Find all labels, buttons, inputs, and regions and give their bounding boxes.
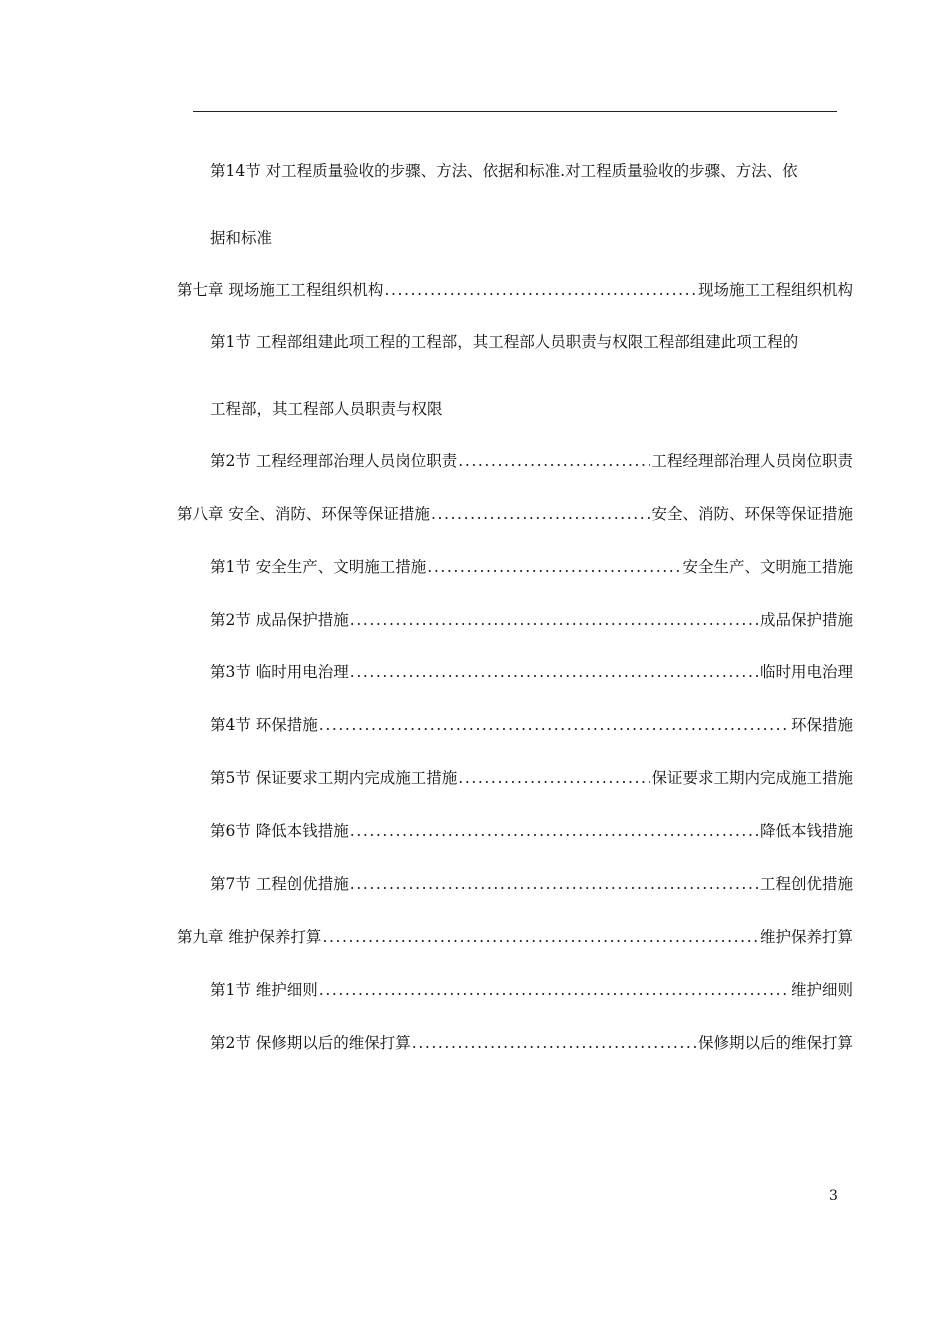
toc-chapter-8-section-6[interactable] bbox=[210, 821, 853, 841]
toc-entry-label: 第2节 工程经理部治理人员岗位职责 bbox=[210, 452, 458, 470]
toc-entry-page: 现场施工工程组织机构 bbox=[697, 281, 853, 299]
toc-entry-page: 维护保养打算 bbox=[759, 928, 853, 946]
toc-entry-label: 第5节 保证要求工期内完成施工措施 bbox=[210, 769, 458, 787]
toc-entry-page: 安全生产、文明施工措施 bbox=[682, 558, 853, 576]
toc-leader bbox=[384, 280, 697, 300]
toc-leader bbox=[431, 504, 651, 524]
toc-entry-page: 成品保护措施 bbox=[759, 611, 853, 629]
toc-entry-label: 第2节 成品保护措施 bbox=[210, 611, 349, 629]
toc-leader bbox=[319, 980, 790, 1000]
toc-entry-page: 保证要求工期内完成施工措施 bbox=[651, 769, 853, 787]
toc-chapter-8-section-4[interactable] bbox=[210, 715, 853, 735]
toc-chapter-8-section-2[interactable] bbox=[210, 610, 853, 630]
toc-entry-label: 第1节 维护细则 bbox=[210, 981, 318, 999]
toc-leader bbox=[350, 610, 759, 630]
toc-leader bbox=[350, 662, 759, 682]
toc-entry-page: 临时用电治理 bbox=[759, 663, 853, 681]
toc-chapter-8-section-7[interactable] bbox=[210, 874, 853, 894]
toc-chapter-9-section-2[interactable] bbox=[210, 1033, 853, 1053]
header-rule bbox=[193, 111, 837, 112]
toc-entry-page: 工程经理部治理人员岗位职责 bbox=[651, 452, 853, 470]
toc-entry-label: 第4节 环保措施 bbox=[210, 716, 318, 734]
toc-entry-page: 工程创优措施 bbox=[759, 875, 853, 893]
toc-leader bbox=[458, 451, 650, 471]
toc-entry-label: 第七章 现场施工工程组织机构 bbox=[177, 281, 384, 299]
page-number: 3 bbox=[829, 1188, 838, 1204]
toc-chapter-9-section-1[interactable] bbox=[210, 980, 853, 1000]
toc-section-14-line1[interactable]: 第14节 对工程质量验收的步骤、方法、依据和标准.对工程质量验收的步骤、方法、依 bbox=[210, 162, 798, 180]
toc-chapter-7[interactable] bbox=[177, 280, 853, 300]
toc-chapter-8-section-3[interactable] bbox=[210, 662, 853, 682]
toc-leader bbox=[412, 1033, 697, 1053]
toc-chapter-8[interactable] bbox=[177, 504, 853, 524]
toc-entry-label: 第2节 保修期以后的维保打算 bbox=[210, 1034, 411, 1052]
toc-leader bbox=[319, 715, 790, 735]
toc-leader bbox=[427, 557, 681, 577]
toc-leader bbox=[350, 821, 759, 841]
toc-entry-page: 安全、消防、环保等保证措施 bbox=[651, 505, 853, 523]
toc-chapter-7-section-2[interactable] bbox=[210, 451, 853, 471]
toc-chapter-7-section-1-line2[interactable]: 工程部，其工程部人员职责与权限 bbox=[210, 400, 443, 418]
toc-entry-label: 第1节 安全生产、文明施工措施 bbox=[210, 558, 427, 576]
toc-chapter-8-section-5[interactable] bbox=[210, 768, 853, 788]
toc-leader bbox=[350, 874, 759, 894]
toc-entry-page: 维护细则 bbox=[790, 981, 853, 999]
toc-entry-label: 第7节 工程创优措施 bbox=[210, 875, 349, 893]
toc-leader bbox=[458, 768, 650, 788]
toc-entry-label: 第3节 临时用电治理 bbox=[210, 663, 349, 681]
toc-leader bbox=[322, 927, 759, 947]
toc-chapter-8-section-1[interactable] bbox=[210, 557, 853, 577]
toc-chapter-7-section-1-line1[interactable]: 第1节 工程部组建此项工程的工程部，其工程部人员职责与权限工程部组建此项工程的 bbox=[210, 333, 799, 351]
toc-section-14-line2[interactable]: 据和标准 bbox=[210, 229, 273, 247]
toc-entry-label: 第八章 安全、消防、环保等保证措施 bbox=[177, 505, 430, 523]
toc-entry-label: 第6节 降低本钱措施 bbox=[210, 822, 349, 840]
toc-chapter-9[interactable] bbox=[177, 927, 853, 947]
toc-entry-label: 第九章 维护保养打算 bbox=[177, 928, 322, 946]
toc-entry-page: 环保措施 bbox=[790, 716, 853, 734]
toc-entry-page: 降低本钱措施 bbox=[759, 822, 853, 840]
toc-entry-page: 保修期以后的维保打算 bbox=[697, 1034, 853, 1052]
